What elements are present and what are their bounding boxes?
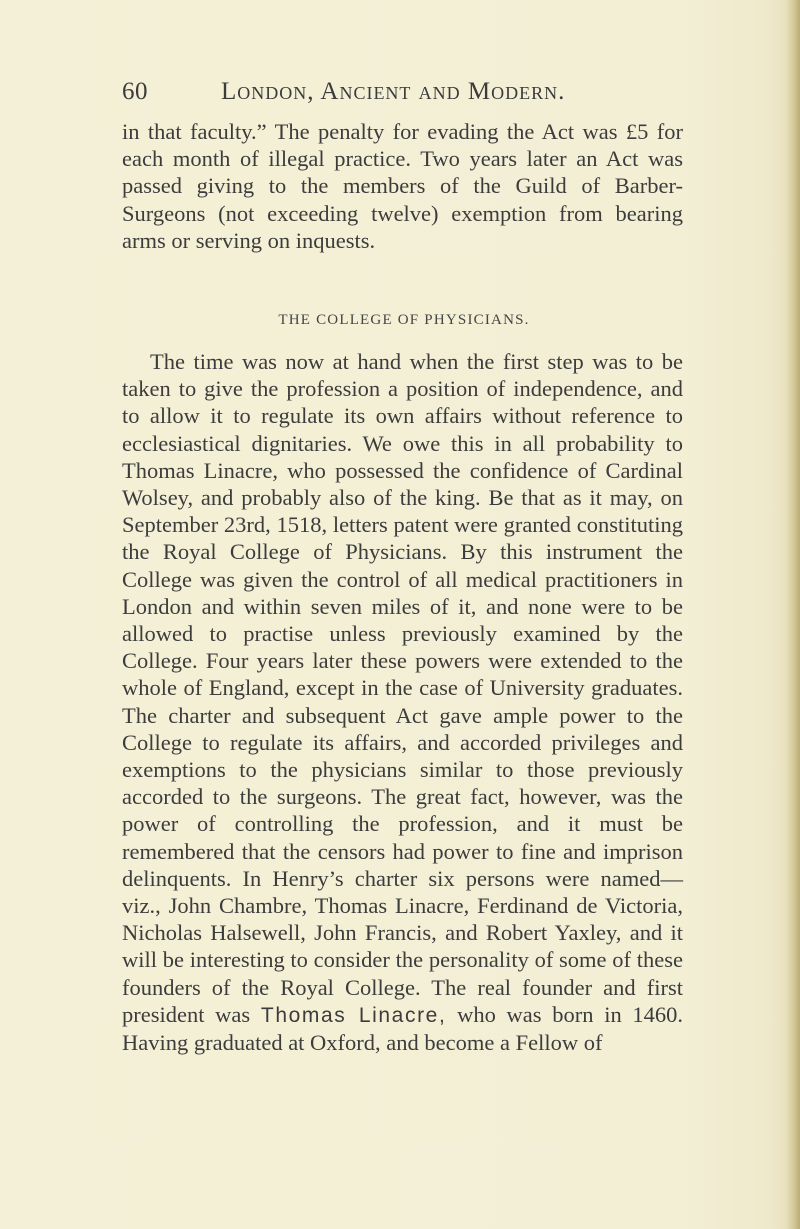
paragraph-2 [122,348,683,1056]
page-header [0,78,800,108]
paragraph-2-text: The time was now at hand when the first step was to be taken to give the profession a position of independence, and to allow it to regulate its own affairs without reference to ecclesiastical dignitaries. We owe this in all probability to Thomas Linacre, who possessed the confidence of Cardinal Wolsey, and probably also of the king. Be that as it may, on September 23rd, 1518, letters patent were granted constituting the Royal College of Physicians. By this instrument the College was given the control of all medical practitioners in London and within seven miles of it, and none were to be allowed to practise unless previously examined by the College. Four years later these powers were extended to the whole of England, except in the case of University graduates. The charter and subsequent Act gave ample power to the College to regulate its affairs, and accorded privileges and exemptions to the physicians similar to those previously accorded to the surgeons. The great fact, however, was the power of controlling the profession, and it must be remembered that the censors had power to fine and imprison delinquents. In Henry’s charter six persons were named—viz., John Chambre, Thomas Linacre, Ferdinand de Victoria, Nicholas Halsewell, John Francis, and Robert Yaxley, and it will be interesting to consider the personality of some of these founders of the Royal College. The real founder and first president was [122,349,683,1027]
page-edge-shadow [786,0,800,1229]
emphasized-name: Thomas Linacre, [260,1003,447,1027]
paragraph-2-tail: who was born in 1460. Having graduated at Oxford, and become a Fellow of [122,1001,684,1056]
page-number: 60 [122,78,148,105]
running-head: London, Ancient and Modern. [221,78,566,105]
section-heading: THE COLLEGE OF PHYSICIANS. [278,312,530,328]
paragraph-1: in that faculty.” The penalty for evading the Act was £5 for each month of illegal practice. Two years later an Act was passed giving to the members of the Guild of Barber-Surgeons (not exceeding twelve) exemption from bearing arms or serving on inquests. [122,119,683,253]
